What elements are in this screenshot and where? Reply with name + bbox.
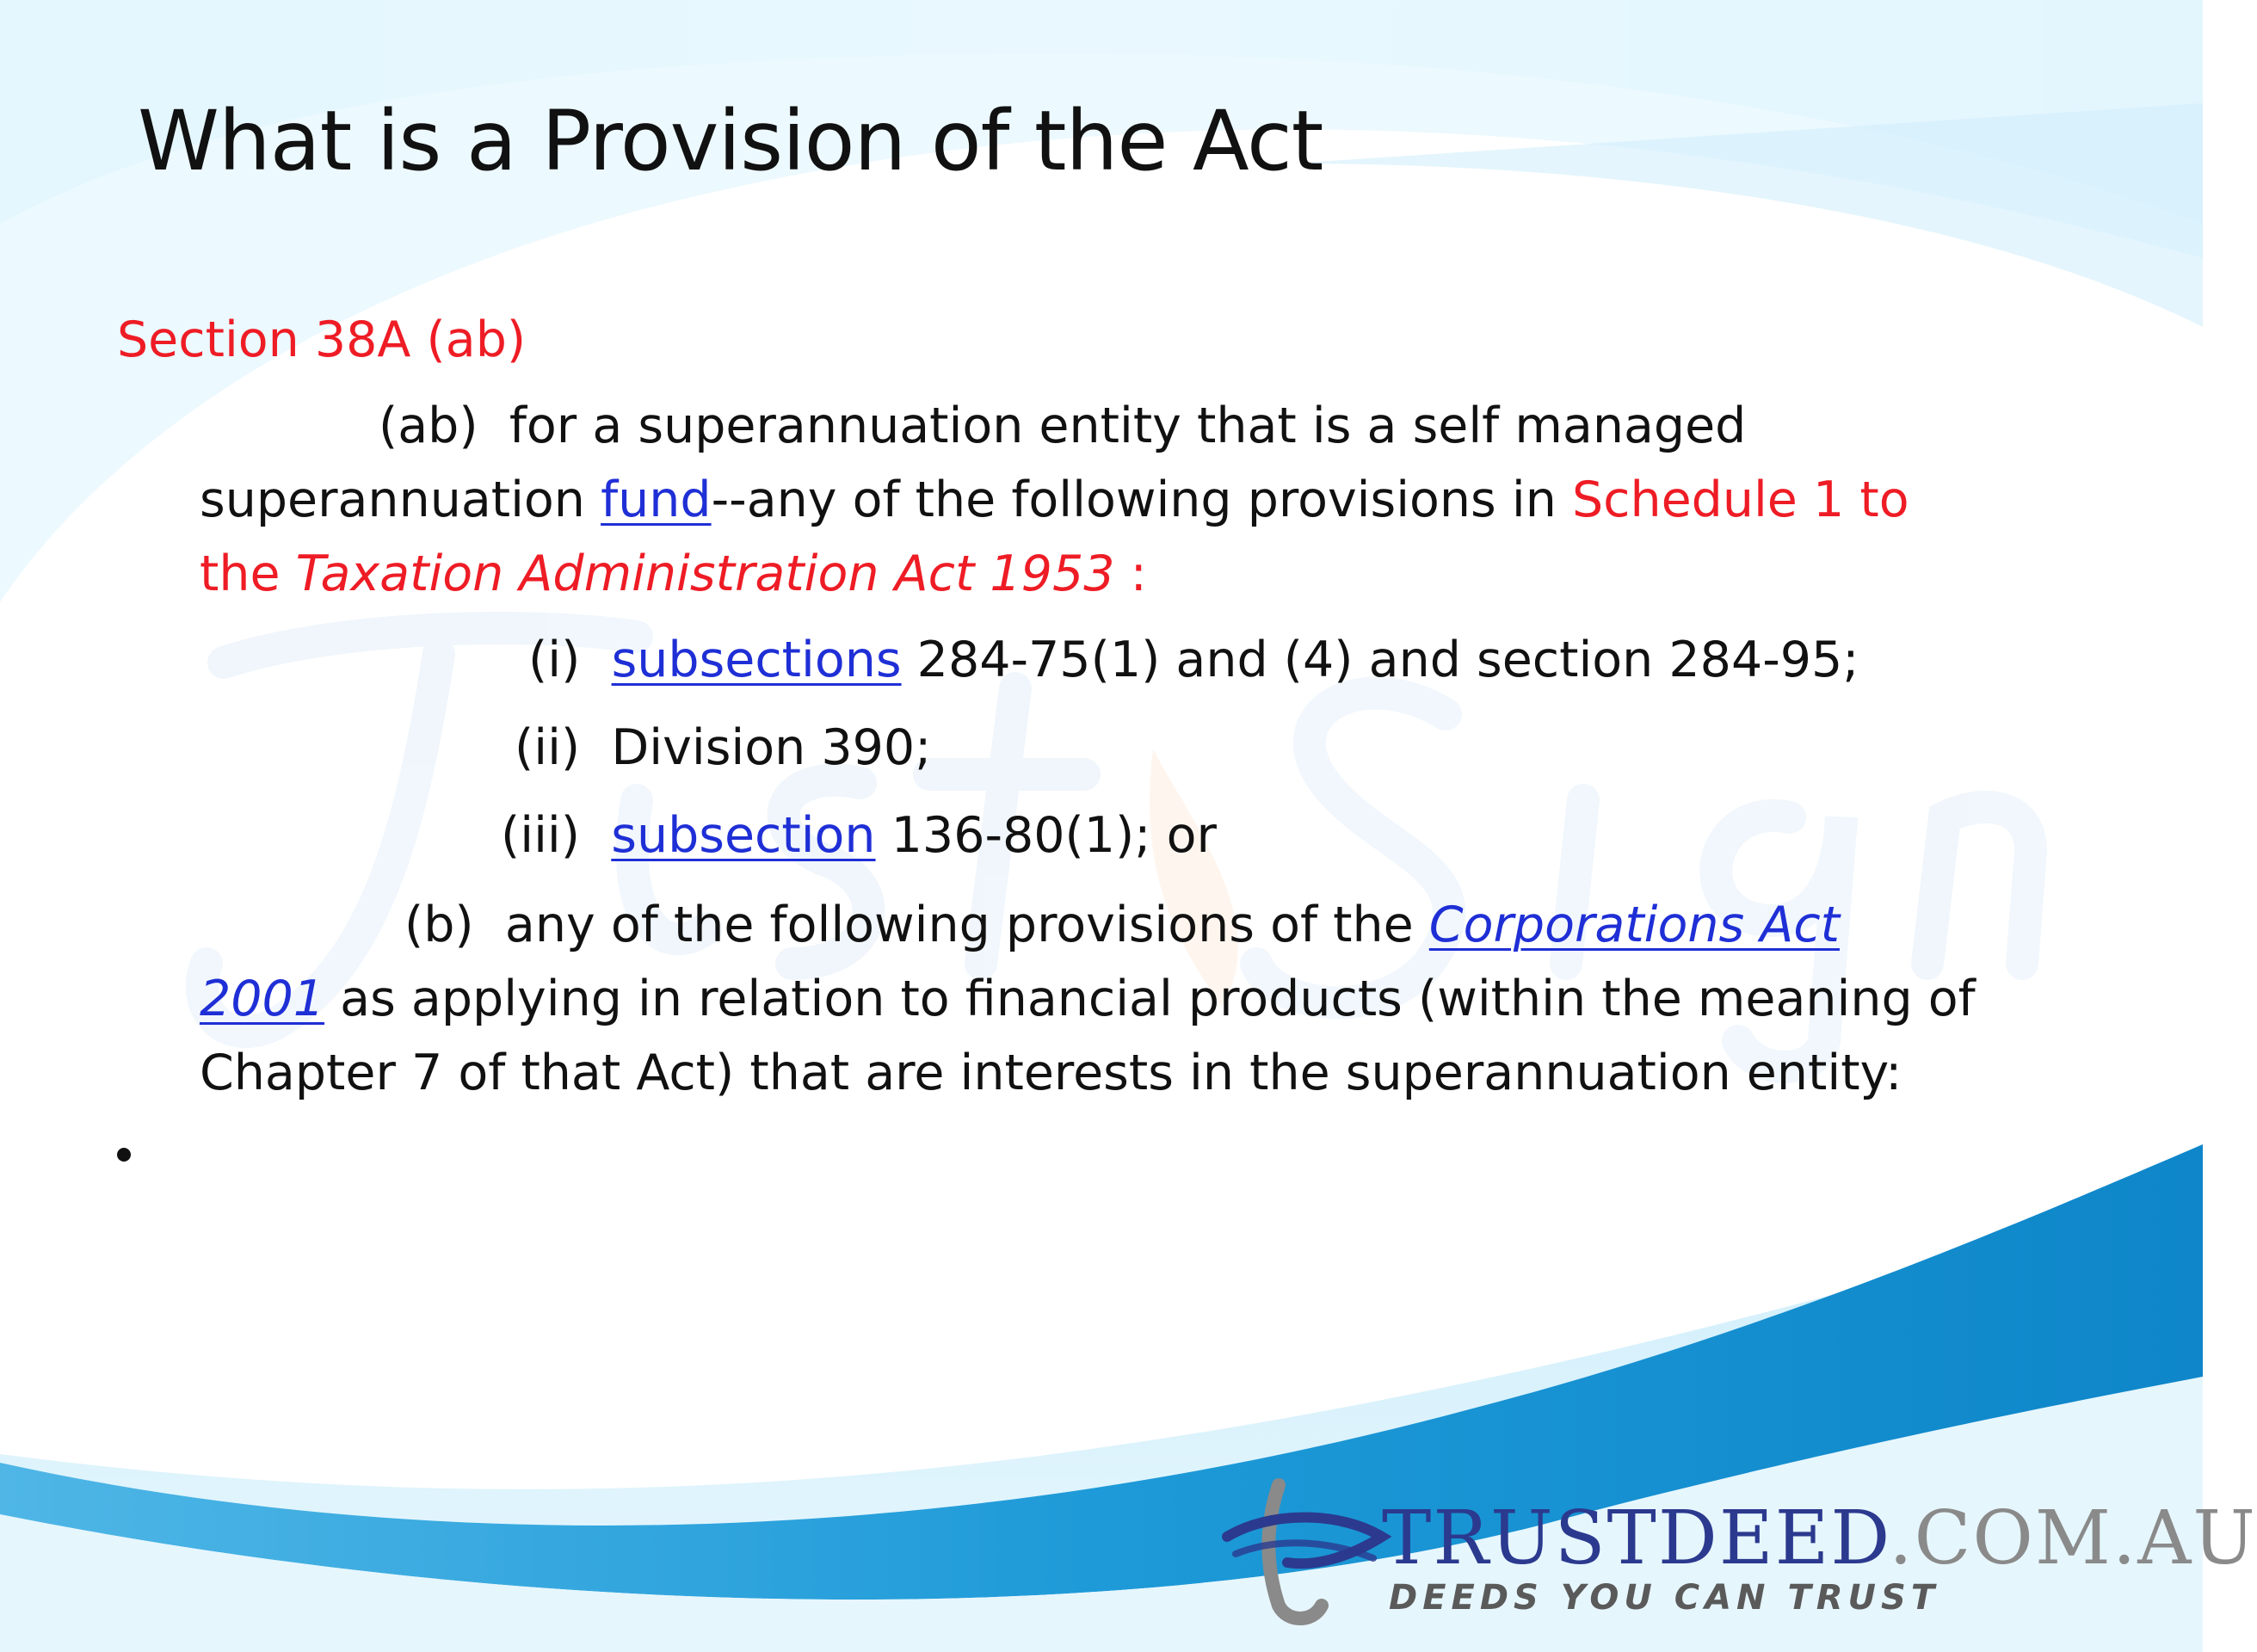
para-b-label: (b) xyxy=(404,897,474,953)
schedule-reference: Schedule 1 to xyxy=(1571,472,1909,528)
para-ab-line2 xyxy=(200,463,1909,537)
para-ab-label: (ab) xyxy=(379,398,478,454)
schedule-the: the xyxy=(200,546,296,602)
fund-link[interactable]: fund xyxy=(601,472,712,528)
logo-name-b: .COM.AU xyxy=(1889,1495,2257,1581)
para-ab-line3 xyxy=(200,537,1147,611)
empty-bullet xyxy=(117,1115,131,1189)
logo-name-a: TRUSTDEED xyxy=(1382,1495,1890,1581)
item-ii-label: (ii) xyxy=(515,719,581,776)
section-heading: Section 38A (ab) xyxy=(117,311,527,368)
corporations-act-year-link[interactable]: 2001 xyxy=(200,971,325,1027)
para-ab-text2a: superannuation xyxy=(200,472,601,528)
para-b-text3: Chapter 7 of that Act) that are interests in the superannuation entity: xyxy=(200,1045,1902,1101)
para-b-line3 xyxy=(200,1036,1902,1110)
item-iii-text: 136-80(1); or xyxy=(875,807,1217,864)
para-b-line2 xyxy=(200,962,1976,1036)
logo-wordmark xyxy=(1382,1495,2257,1581)
logo-tagline: DEEDS YOU CAN TRUST xyxy=(1389,1578,1940,1618)
bullet-dot-icon xyxy=(117,1148,131,1162)
trustdeed-logo xyxy=(1218,1476,2257,1631)
para-ab-line1 xyxy=(379,389,1746,463)
item-i xyxy=(528,623,1859,697)
subsection-link[interactable]: subsection xyxy=(611,807,876,864)
item-i-text: 284-75(1) and (4) and section 284-95; xyxy=(901,632,1859,688)
para-ab-text1: for a superannuation entity that is a self managed xyxy=(509,398,1747,454)
para-b-text1: any of the following provisions of the xyxy=(504,897,1429,953)
corporations-act-link[interactable]: Corporations Act xyxy=(1428,897,1841,953)
item-iii-label: (iii) xyxy=(501,807,580,864)
para-ab-text2b: --any of the following provisions in xyxy=(711,472,1572,528)
slide-title: What is a Provision of the Act xyxy=(138,93,1323,189)
item-ii xyxy=(515,711,931,785)
taxation-act-title: Taxation Administration Act 1953 xyxy=(295,546,1115,602)
schedule-colon: : xyxy=(1114,546,1147,602)
para-b-text2: as applying in relation to financial products (within the meaning of xyxy=(324,971,1976,1027)
subsections-link[interactable]: subsections xyxy=(611,632,902,688)
para-b-line1 xyxy=(404,888,1840,962)
item-i-label: (i) xyxy=(528,632,581,688)
item-iii xyxy=(501,798,1217,872)
item-ii-text: Division 390; xyxy=(611,719,932,776)
trustdeed-emblem-icon xyxy=(1218,1476,1391,1631)
